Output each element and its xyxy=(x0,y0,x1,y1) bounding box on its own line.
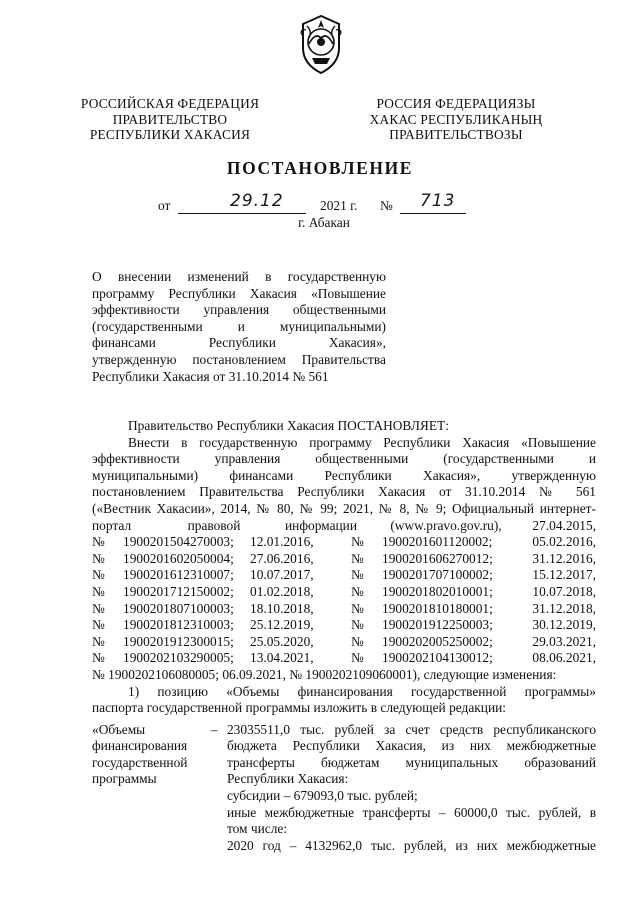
subject-line: (государственными и муниципальными) xyxy=(92,318,386,334)
subject-line: финансами Республики Хакасия», xyxy=(92,335,386,351)
table-label-line: государственной xyxy=(92,754,188,770)
registration-row xyxy=(92,534,596,551)
registration-cell: 13.04.2021, xyxy=(250,650,314,666)
registration-cell: № xyxy=(92,617,105,633)
date-number-line xyxy=(158,191,478,216)
registration-cell: 1900201612310007; xyxy=(123,567,234,583)
registration-cell: 01.02.2018, xyxy=(250,583,314,599)
portal-word: 27.04.2015, xyxy=(532,517,596,533)
decree-line: Правительство Республики Хакасия ПОСТАНОВЛЯЕТ: xyxy=(128,418,449,433)
registration-cell: 12.01.2016, xyxy=(250,534,314,550)
registration-cell: 08.06.2021, xyxy=(532,650,596,666)
registration-cell: 1900201712150002; xyxy=(123,583,234,599)
registration-cell: 1900201504270003; xyxy=(123,534,234,550)
registration-cell: 1900201707100002; xyxy=(382,567,493,583)
table-content-line: бюджета Республики Хакасия, из них межбюджетные xyxy=(226,738,597,754)
table-content-line: трансферты бюджетам муниципальных образований xyxy=(226,754,597,770)
table-content-line: 23035511,0 тыс. рублей за счет средств республиканского xyxy=(226,721,597,737)
registration-cell: 25.05.2020, xyxy=(250,633,314,649)
subject-line: О внесении изменений в государственную xyxy=(92,269,386,284)
item1-line: паспорта государственной программы изложить в следующей редакции: xyxy=(92,700,507,716)
registration-cell: № xyxy=(92,550,105,566)
registration-cell: 1900201807100003; xyxy=(123,600,234,616)
header-right xyxy=(352,96,560,143)
header-left-line: ПРАВИТЕЛЬСТВО xyxy=(112,111,228,127)
registration-cell: 31.12.2016, xyxy=(532,550,596,566)
intro-line: Внести в государственную программу Республики Хакасия «Повышение xyxy=(128,434,596,450)
registration-cell: 05.02.2016, xyxy=(532,534,596,550)
table-content-line: том числе: xyxy=(226,821,288,837)
subject-line: утвержденную постановлением Правительства xyxy=(92,351,386,367)
registration-cell: 15.12.2017, xyxy=(532,567,596,583)
subject-line: эффективности управления общественными xyxy=(92,302,386,318)
registration-cell: 1900202103290005; xyxy=(123,650,234,666)
subject-line: программу Республики Хакасия «Повышение xyxy=(92,285,386,301)
registration-cell: 1900201606270012; xyxy=(382,550,493,566)
financing-table-label xyxy=(92,722,201,855)
table-content-line: 2020 год – 4132962,0 тыс. рублей, из них межбюджетные xyxy=(226,837,597,853)
intro-line: постановлением Правительства Республики Хакасия от 31.10.2014 № 561 xyxy=(92,484,596,500)
financing-table-content xyxy=(227,722,596,855)
registration-cell: 1900201912250003; xyxy=(382,617,493,633)
registration-cell: 1900202104130012; xyxy=(382,650,493,666)
registration-cell: № xyxy=(351,633,364,649)
header-left xyxy=(72,96,268,143)
coat-of-arms-icon xyxy=(295,14,347,76)
table-label-line: «Объемы xyxy=(92,721,146,737)
year-label: 2021 г. xyxy=(320,198,358,213)
registration-cell: 29.03.2021, xyxy=(532,633,596,649)
registration-row xyxy=(92,617,596,634)
registration-cell: 10.07.2018, xyxy=(532,583,596,599)
registration-cell: № xyxy=(351,650,364,666)
registration-cell: 1900202005250002; xyxy=(382,633,493,649)
registration-cell: № xyxy=(92,633,105,649)
registration-row xyxy=(92,551,596,568)
registration-cell: 1900201812310003; xyxy=(123,617,234,633)
header-left-line: РОССИЙСКАЯ ФЕДЕРАЦИЯ xyxy=(80,96,260,111)
table-content-line: субсидии – 679093,0 тыс. рублей; xyxy=(226,788,418,804)
registration-cell: 1900201912300015; xyxy=(123,633,234,649)
registration-row xyxy=(92,634,596,651)
portal-word: информации xyxy=(284,517,358,533)
table-label-line: финансирования xyxy=(92,738,188,754)
registration-row xyxy=(92,584,596,601)
registration-cell: 27.06.2016, xyxy=(250,550,314,566)
registration-cell: № xyxy=(351,583,364,599)
portal-word: правовой xyxy=(187,517,241,533)
header-left-line: РЕСПУБЛИКИ ХАКАСИЯ xyxy=(89,127,251,142)
date-from-label: от xyxy=(158,198,171,213)
registration-cell: № xyxy=(92,583,105,599)
item1-line: 1) позицию «Объемы финансирования государственной программы» xyxy=(128,683,596,699)
registration-cell: 1900201601120002; xyxy=(382,534,493,550)
registration-cell: № xyxy=(351,550,364,566)
header-right-line: ПРАВИТЕЛЬСТВОЗЫ xyxy=(389,127,523,142)
table-content-line: Республики Хакасия: xyxy=(226,771,349,787)
registration-tail: № 1900202106080005; 06.09.2021, № 1900202109060001), следующие изменения: xyxy=(92,666,557,682)
registration-row xyxy=(92,567,596,584)
registration-cell: № xyxy=(351,534,364,550)
registration-cell: № xyxy=(351,567,364,583)
registration-cell: № xyxy=(92,650,105,666)
registration-cell: 1900201802010001; xyxy=(382,583,493,599)
registration-cell: 1900201602050004; xyxy=(123,550,234,566)
registration-cell: № xyxy=(351,600,364,616)
header-right-line: ХАКАС РЕСПУБЛИКАНЫҢ xyxy=(369,111,543,127)
intro-line: эффективности управления общественными (государственными и xyxy=(92,451,596,467)
registration-cell: № xyxy=(92,600,105,616)
registration-cell: № xyxy=(351,617,364,633)
registration-row xyxy=(92,601,596,618)
document-body xyxy=(92,418,596,854)
registration-row xyxy=(92,650,596,667)
intro-line: («Вестник Хакасии», 2014, № 80, № 99; 2021, № 8, № 9; Официальный интернет- xyxy=(92,500,596,516)
portal-word: портал xyxy=(92,517,132,533)
city: г. Абакан xyxy=(298,215,350,230)
date-handwritten: 29.12 xyxy=(230,191,284,211)
portal-line xyxy=(92,518,596,535)
financing-table xyxy=(92,722,596,855)
document-subject xyxy=(92,269,386,385)
registration-cell: 1900201810180001; xyxy=(382,600,493,616)
registration-cell: 25.12.2019, xyxy=(250,617,314,633)
number-handwritten: 713 xyxy=(420,191,456,211)
header-right-line: РОССИЯ ФЕДЕРАЦИЯЗЫ xyxy=(376,96,536,111)
document-title: ПОСТАНОВЛЕНИЕ xyxy=(226,158,414,178)
table-content-line: иные межбюджетные трансферты – 60000,0 тыс. рублей, в xyxy=(226,804,597,820)
intro-line: муниципальными) финансами Республики Хакасия», утвержденную xyxy=(92,467,596,483)
registration-cell: 18.10.2018, xyxy=(250,600,314,616)
table-dash: – xyxy=(210,721,218,737)
registration-cell: 30.12.2019, xyxy=(532,617,596,633)
portal-word: (www.pravo.gov.ru), xyxy=(390,517,502,533)
registration-cell: 10.07.2017, xyxy=(250,567,314,583)
registration-list xyxy=(92,534,596,667)
table-label-line: программы xyxy=(92,771,157,787)
registration-cell: № xyxy=(92,534,105,550)
registration-cell: 31.12.2018, xyxy=(532,600,596,616)
subject-line: Республики Хакасия от 31.10.2014 № 561 xyxy=(92,368,329,384)
registration-cell: № xyxy=(92,567,105,583)
number-sign: № xyxy=(380,198,393,213)
